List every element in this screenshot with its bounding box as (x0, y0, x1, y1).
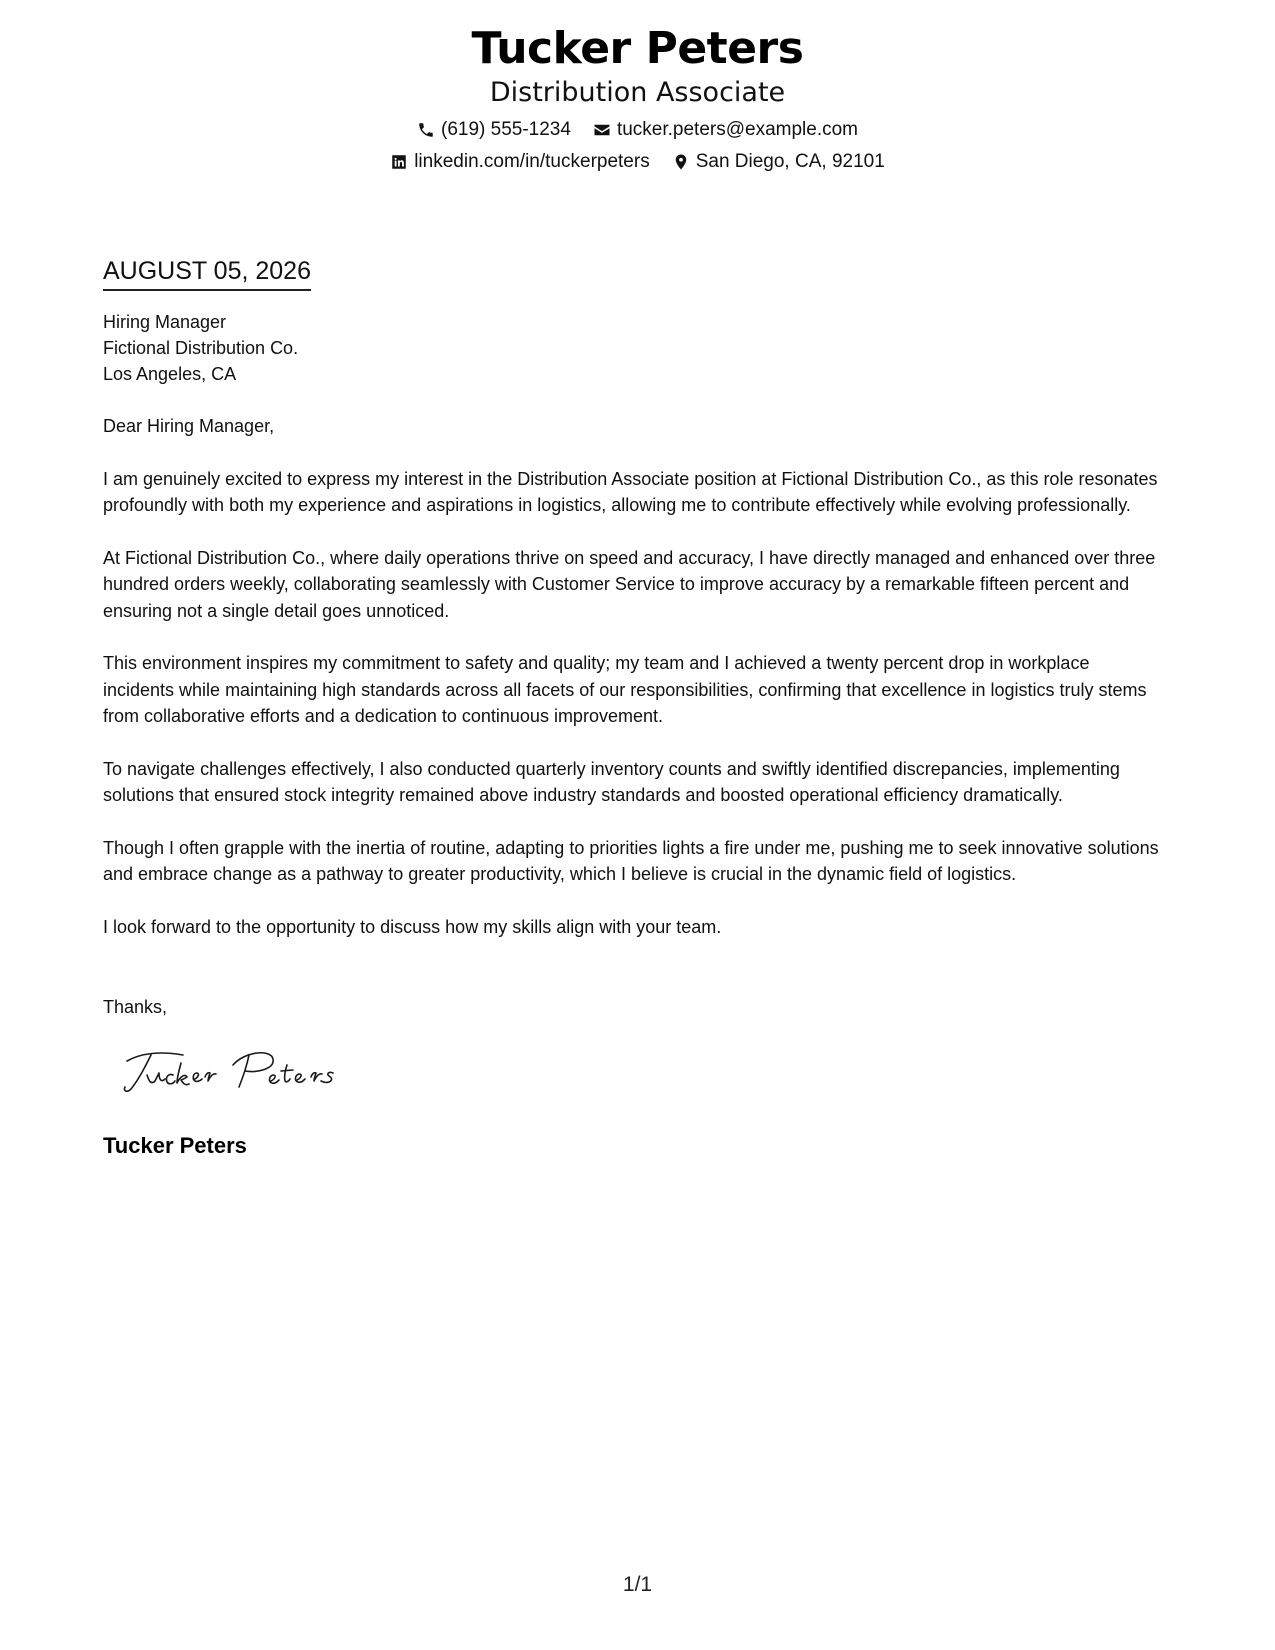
linkedin-text: linkedin.com/in/tuckerpeters (414, 151, 650, 172)
linkedin-contact[interactable] (390, 150, 650, 174)
body-paragraph: I am genuinely excited to express my interest in the Distribution Associate position at Fictional Distribution Co., as this role resonates profoundly with both my experience and aspirations in logistics, allowing me to contribute effectively while evolving professionally. (103, 468, 1158, 515)
body-paragraph: To navigate challenges effectively, I also conducted quarterly inventory counts and swiftly identified discrepancies, implementing solutions that ensured stock integrity remained above industry standards and boosted operational efficiency dramatically. (103, 758, 1120, 805)
recipient-line: Fictional Distribution Co. (103, 338, 299, 358)
salutation: Dear Hiring Manager, (103, 416, 275, 436)
body-paragraph: At Fictional Distribution Co., where daily operations thrive on speed and accuracy, I have directly managed and enhanced over three hundred orders weekly, collaborating seamlessly with Customer Service to improve accuracy by a remarkable fifteen percent and ensuring not a single detail goes unnoticed. (103, 547, 1156, 621)
letter-date: AUGUST 05, 2026 (103, 255, 311, 291)
linkedin-icon (390, 153, 408, 171)
letter-body (103, 255, 1163, 1160)
letter-header (0, 20, 1275, 174)
phone-contact[interactable] (417, 118, 571, 142)
page-number: 1/1 (622, 1573, 653, 1596)
contact-row-2 (0, 150, 1275, 174)
contact-row-1 (0, 118, 1275, 142)
recipient-line: Hiring Manager (103, 312, 227, 332)
recipient-line: Los Angeles, CA (103, 364, 237, 384)
body-paragraph: I look forward to the opportunity to discuss how my skills align with your team. (103, 916, 722, 937)
map-marker-icon (672, 153, 690, 171)
email-text: tucker.peters@example.com (616, 119, 858, 140)
body-paragraph: This environment inspires my commitment to safety and quality; my team and I achieved a twenty percent drop in workplace incidents while maintaining high standards across all facets of our responsibilities, confirming that excellence in logistics truly stems from collaborative efforts and a dedication to continuous improvement. (103, 653, 1147, 726)
envelope-icon (593, 121, 611, 139)
signer-name: Tucker Peters (103, 1133, 247, 1158)
location-contact (672, 150, 885, 174)
phone-icon (417, 121, 435, 139)
handwritten-signature (121, 1043, 361, 1103)
email-contact[interactable] (593, 118, 858, 142)
recipient-block (103, 309, 1163, 387)
job-title: Distribution Associate (489, 77, 786, 108)
closing: Thanks, (103, 997, 168, 1017)
phone-text: (619) 555-1234 (441, 119, 571, 140)
applicant-name: Tucker Peters (471, 23, 804, 74)
location-text: San Diego, CA, 92101 (695, 151, 885, 172)
body-paragraph: Though I often grapple with the inertia of routine, adapting to priorities lights a fire under me, pushing me to seek innovative solutions and embrace change as a pathway to greater productivity, which I believe is crucial in the dynamic field of logistics. (103, 837, 1159, 884)
